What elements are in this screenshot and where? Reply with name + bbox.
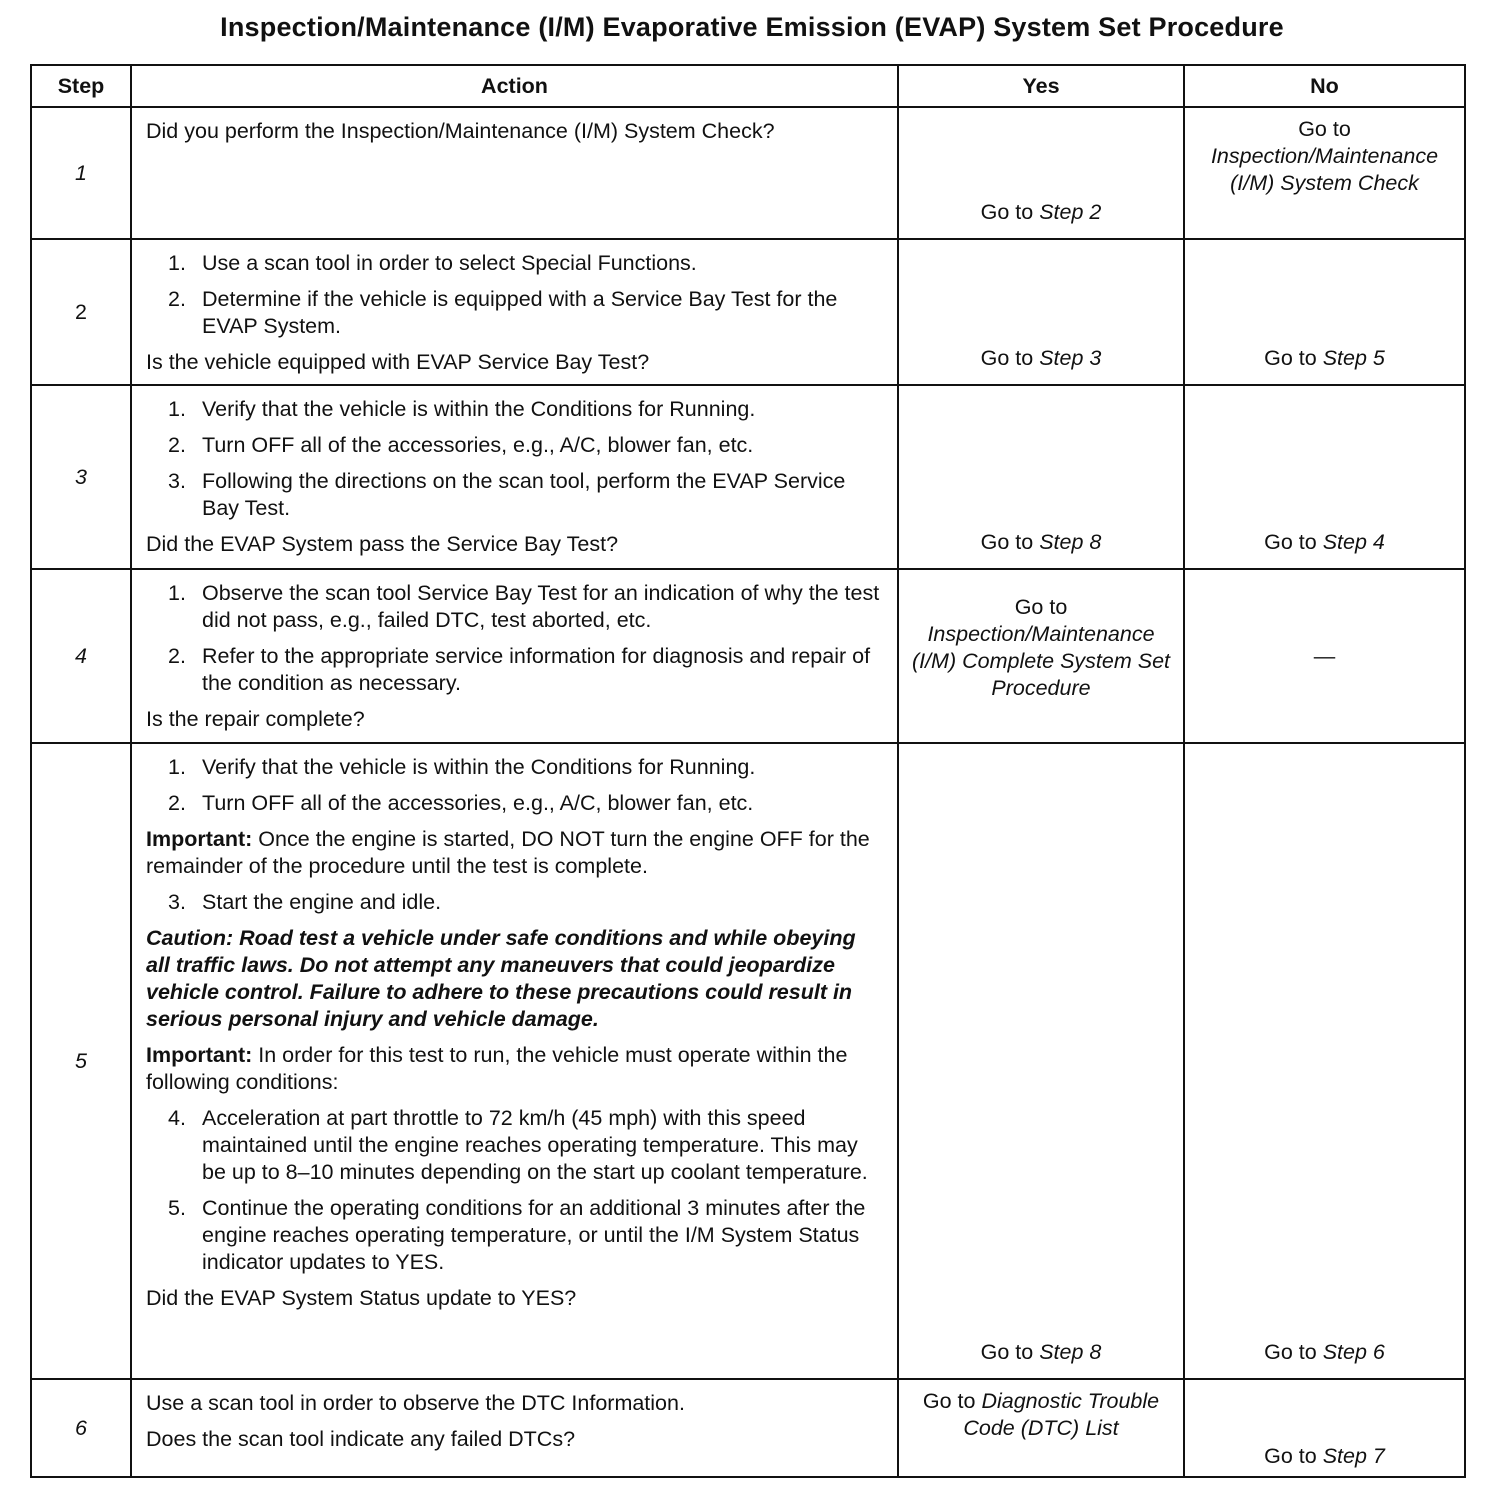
action-cell — [131, 569, 898, 743]
goto-target-link[interactable]: Inspection/Maintenance (I/M) System Check — [1210, 144, 1439, 195]
goto-prefix: Go to — [980, 1340, 1034, 1364]
action-line: Use a scan tool in order to observe the DTC Information. — [146, 1391, 685, 1415]
table-row — [31, 385, 1465, 569]
table-row — [31, 1379, 1465, 1477]
yes-cell — [898, 743, 1184, 1379]
action-cell — [131, 743, 898, 1379]
action-cell — [131, 1379, 898, 1477]
important-text: Once the engine is started, DO NOT turn the engine OFF for the remainder of the procedure until the test is complete. — [146, 827, 870, 878]
no-cell — [1184, 1379, 1465, 1477]
list-item: 5. Continue the operating conditions for an additional 3 minutes after the engine reaches operating temperature, or until the I/M System Status indicator updates to YES. — [168, 1196, 866, 1274]
action-cell — [131, 107, 898, 239]
goto-target-link[interactable]: Step 7 — [1322, 1444, 1385, 1468]
goto-target-link[interactable]: Step 2 — [1039, 200, 1102, 224]
yes-cell — [898, 385, 1184, 569]
list-item: 3. Start the engine and idle. — [168, 890, 442, 914]
list-item: 1. Observe the scan tool Service Bay Test for an indication of why the test did not pass, e.g., failed DTC, test aborted, etc. — [168, 581, 880, 632]
list-item: 2. Refer to the appropriate service information for diagnosis and repair of the condition as necessary. — [168, 644, 871, 695]
goto-target-link[interactable]: Inspection/Maintenance (I/M) Complete System Set Procedure — [911, 622, 1171, 700]
goto-prefix: Go to — [1298, 117, 1351, 141]
goto-target-link[interactable]: Step 8 — [1039, 530, 1102, 554]
no-action-dash: — — [1313, 643, 1336, 668]
list-item: 1. Use a scan tool in order to select Special Functions. — [168, 251, 697, 275]
goto-target-link[interactable]: Step 8 — [1039, 1340, 1102, 1364]
list-item: 1. Verify that the vehicle is within the Conditions for Running. — [168, 397, 756, 421]
goto-prefix: Go to — [980, 530, 1034, 554]
action-cell — [131, 239, 898, 385]
goto-target-link[interactable]: Step 3 — [1039, 346, 1102, 370]
goto-prefix: Go to — [1264, 1340, 1317, 1364]
list-item: 3. Following the directions on the scan tool, perform the EVAP Service Bay Test. — [168, 469, 846, 520]
list-item: 2. Determine if the vehicle is equipped with a Service Bay Test for the EVAP System. — [168, 287, 838, 338]
page-title: Inspection/Maintenance (I/M) Evaporative Emission (EVAP) System Set Procedure — [220, 12, 1284, 42]
goto-prefix: Go to — [1264, 1444, 1317, 1468]
step-number: 2 — [31, 239, 131, 385]
no-cell — [1184, 569, 1465, 743]
important-label: Important: — [146, 827, 253, 851]
goto-prefix: Go to — [922, 1389, 976, 1413]
step-number: 6 — [31, 1379, 131, 1477]
yes-cell — [898, 569, 1184, 743]
table-row — [31, 107, 1465, 239]
step-number: 1 — [31, 107, 131, 239]
goto-target-link[interactable]: Step 4 — [1322, 530, 1385, 554]
important-note — [146, 1042, 885, 1096]
step-number: 5 — [31, 743, 131, 1379]
goto-target-link[interactable]: Diagnostic Trouble Code (DTC) List — [963, 1389, 1160, 1440]
yes-cell — [898, 1379, 1184, 1477]
yes-cell — [898, 239, 1184, 385]
action-cell — [131, 385, 898, 569]
procedure-table — [30, 64, 1466, 1478]
list-item: 2. Turn OFF all of the accessories, e.g., A/C, blower fan, etc. — [168, 791, 754, 815]
no-cell — [1184, 385, 1465, 569]
step-number: 3 — [31, 385, 131, 569]
action-question: Is the vehicle equipped with EVAP Service Bay Test? — [146, 350, 650, 374]
action-question: Is the repair complete? — [146, 707, 365, 731]
header-no: No — [1184, 65, 1465, 107]
goto-prefix: Go to — [1014, 595, 1068, 619]
action-question: Did the EVAP System Status update to YES? — [146, 1286, 577, 1310]
goto-target-link[interactable]: Step 6 — [1322, 1340, 1385, 1364]
important-note — [146, 826, 885, 880]
yes-cell — [898, 107, 1184, 239]
step-number: 4 — [31, 569, 131, 743]
table-row — [31, 239, 1465, 385]
list-item: 1. Verify that the vehicle is within the Conditions for Running. — [168, 755, 756, 779]
important-label: Important: — [146, 1043, 253, 1067]
no-cell — [1184, 239, 1465, 385]
goto-prefix: Go to — [1264, 346, 1317, 370]
header-action: Action — [131, 65, 898, 107]
goto-prefix: Go to — [980, 200, 1034, 224]
no-cell — [1184, 743, 1465, 1379]
goto-prefix: Go to — [1264, 530, 1317, 554]
action-question: Did you perform the Inspection/Maintenance (I/M) System Check? — [146, 119, 775, 143]
action-question: Does the scan tool indicate any failed DTCs? — [146, 1427, 576, 1451]
table-row — [31, 743, 1465, 1379]
table-row — [31, 569, 1465, 743]
header-step: Step — [31, 65, 131, 107]
header-row — [31, 65, 1465, 107]
no-cell — [1184, 107, 1465, 239]
important-text: In order for this test to run, the vehicle must operate within the following conditions: — [146, 1043, 848, 1094]
goto-target-link[interactable]: Step 5 — [1322, 346, 1385, 370]
list-item: 4. Acceleration at part throttle to 72 km/h (45 mph) with this speed maintained until the engine reaches operating temperature. This may be up to 8–10 minutes depending on the start up coolant temperature. — [168, 1106, 868, 1184]
action-question: Did the EVAP System pass the Service Bay Test? — [146, 532, 619, 556]
list-item: 2. Turn OFF all of the accessories, e.g., A/C, blower fan, etc. — [168, 433, 754, 457]
caution-note: Caution: Road test a vehicle under safe conditions and while obeying all traffic laws. Do not attempt any maneuvers that could jeopardize vehicle control. Failure to adhere to these precautions could result in serious personal injury and vehicle damage. — [146, 926, 856, 1031]
goto-prefix: Go to — [980, 346, 1034, 370]
header-yes: Yes — [898, 65, 1184, 107]
